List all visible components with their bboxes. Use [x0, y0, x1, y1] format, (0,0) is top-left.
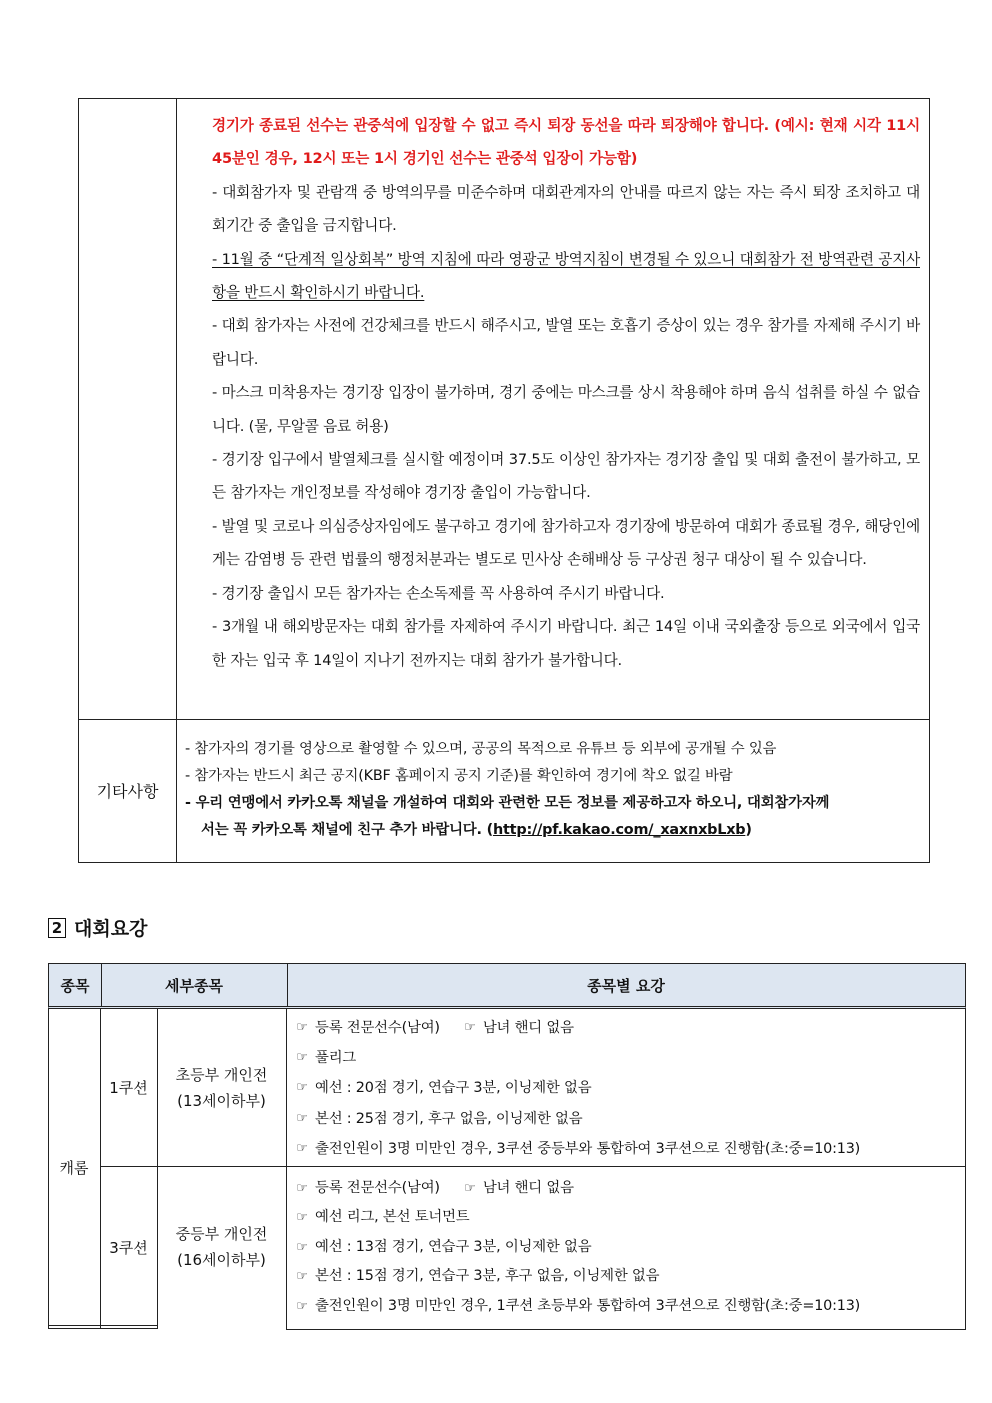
pointing-hand-icon: ☞ — [464, 1181, 476, 1196]
table-border-bottom — [48, 1328, 158, 1329]
etc-item: - 참가자는 반드시 최근 공지(KBF 홈페이지 공지 기준)를 확인하여 경기에 착오 없길 바람 — [185, 768, 733, 784]
table-border-bottom — [286, 1329, 966, 1330]
pointing-hand-icon: ☞ — [296, 1298, 308, 1314]
notice-line: - 11월 중 “단계적 일상회복” 방역 지침에 따라 영광군 방역지침이 변경될 수 있으니 대회참가 전 방역관련 공지사항을 반드시 확인하시기 바랍니다. — [212, 250, 920, 302]
etc-body — [185, 736, 923, 844]
spec-item — [294, 1104, 966, 1134]
division-name: 중등부 개인전 — [175, 1225, 268, 1243]
notice-line: - 마스크 미착용자는 경기장 입장이 불가하며, 경기 중에는 마스크를 상시 착용해야 하며 음식 섭취를 하실 수 없습니다. (물, 무알콜 음료 허용) — [212, 384, 920, 435]
spec-item — [294, 1073, 966, 1103]
events-table — [48, 963, 966, 1330]
division-age: (16세이하부) — [177, 1251, 266, 1269]
spec-item — [294, 1203, 966, 1232]
table-header — [48, 963, 966, 1009]
cushion-type: 1쿠션 — [109, 1079, 148, 1097]
column-divider — [176, 99, 177, 862]
etc-item: - 참가자의 경기를 영상으로 촬영할 수 있으며, 공공의 목적으로 유튜브 등 외부에 공개될 수 있음 — [185, 741, 777, 757]
spec-list — [294, 1174, 966, 1321]
etc-label: 기타사항 — [96, 782, 159, 801]
spec-text: 등록 전문선수(남여) — [315, 1180, 440, 1196]
pointing-hand-icon: ☞ — [464, 1020, 476, 1035]
division-age: (13세이하부) — [177, 1091, 266, 1110]
notice-line: 경기가 종료된 선수는 관중석에 입장할 수 없고 즉시 퇴장 동선을 따라 퇴장해야 합니다. (예시: 현재 시각 11시 45분인 경우, 12시 또는 1시 경기인 선수는 관중석 입장이 가능함) — [212, 117, 920, 168]
row-divider — [79, 719, 929, 720]
spec-text: 등록 전문선수(남여) — [315, 1020, 440, 1036]
division-cell — [157, 1167, 286, 1327]
spec-text: 예선 : 13점 경기, 연습구 3분, 이닝제한 없음 — [315, 1238, 592, 1255]
kakao-channel-link[interactable]: http://pf.kakao.com/_xaxnxbLxb — [492, 822, 746, 838]
division-cell — [157, 1009, 286, 1166]
notice-line: - 경기장 출입시 모든 참가자는 손소독제를 꼭 사용하여 주시기 바랍니다. — [212, 584, 665, 602]
spec-text: 예선 : 20점 경기, 연습구 3분, 이닝제한 없음 — [315, 1080, 592, 1097]
spec-item — [294, 1233, 966, 1262]
spec-item — [294, 1262, 966, 1291]
spec-text: 남녀 핸디 없음 — [482, 1020, 574, 1036]
notice-table — [78, 98, 930, 863]
pointing-hand-icon: ☞ — [296, 1210, 308, 1226]
pointing-hand-icon: ☞ — [296, 1050, 308, 1066]
spec-item — [294, 1013, 966, 1043]
section-number-box: 2 — [48, 918, 66, 938]
etc-item-bold: - 우리 연맹에서 카카오톡 채널을 개설하여 대회와 관련한 모든 정보를 제공하고자 하오니, 대회참가자께 — [185, 795, 830, 811]
spec-text: 본선 : 15점 경기, 연습구 3분, 후구 없음, 이닝제한 없음 — [315, 1268, 660, 1285]
etc-item-close: ) — [745, 822, 752, 838]
pointing-hand-icon: ☞ — [296, 1239, 308, 1255]
section-heading — [48, 914, 147, 941]
pointing-hand-icon: ☞ — [296, 1080, 308, 1096]
notice-line: - 3개월 내 해외방문자는 대회 참가를 자제하여 주시기 바랍니다. 최근 14일 이내 국외출장 등으로 외국에서 입국한 자는 입국 후 14일이 지나기 전까지는 대회 참가가 불가합니다. — [212, 618, 920, 669]
pointing-hand-icon: ☞ — [296, 1140, 308, 1156]
section-title: 대회요강 — [74, 918, 148, 940]
notice-line: - 발열 및 코로나 의심증상자임에도 불구하고 경기에 참가하고자 경기장에 방문하여 대회가 종료될 경우, 해당인에게는 감염병 등 관련 법률의 행정처분과는 별도로 민사상 손해배상 등 구상권 청구 대상이 될 수 있습니다. — [212, 517, 920, 569]
spec-text: 남녀 핸디 없음 — [482, 1180, 574, 1196]
division-name: 초등부 개인전 — [175, 1065, 268, 1084]
spec-item — [294, 1174, 966, 1203]
header-spec: 종목별 요강 — [587, 976, 665, 995]
header-event: 종목 — [60, 976, 90, 995]
event-name: 캐롬 — [59, 1159, 89, 1177]
header-sub-event: 세부종목 — [165, 976, 223, 995]
spec-text: 출전인원이 3명 미만인 경우, 3쿠션 중등부와 통합하여 3쿠션으로 진행함(초:중=10:13) — [315, 1140, 861, 1157]
etc-item-text: 서는 꼭 카카오톡 채널에 친구 추가 바랍니다. ( — [201, 822, 493, 838]
spec-text: 본선 : 25점 경기, 후구 없음, 이닝제한 없음 — [315, 1110, 583, 1127]
spec-item — [294, 1292, 966, 1321]
column-divider — [286, 1009, 287, 1330]
spec-item — [294, 1134, 966, 1164]
cushion-type: 3쿠션 — [109, 1238, 148, 1257]
pointing-hand-icon: ☞ — [296, 1020, 308, 1035]
notice-line: - 대회 참가자는 사전에 건강체크를 반드시 해주시고, 발열 또는 호흡기 증상이 있는 경우 참가를 자제해 주시기 바랍니다. — [212, 317, 920, 368]
pointing-hand-icon: ☞ — [296, 1110, 308, 1126]
notice-line: - 경기장 입구에서 발열체크를 실시할 예정이며 37.5도 이상인 참가자는 경기장 출입 및 대회 출전이 불가하고, 모든 참가자는 개인정보를 작성해야 경기장 출입이 가능합니다. — [212, 451, 920, 502]
notice-line: - 대회참가자 및 관람객 중 방역의무를 미준수하며 대회관계자의 안내를 따르지 않는 자는 즉시 퇴장 조치하고 대회기간 중 출입을 금지합니다. — [212, 183, 920, 235]
pointing-hand-icon: ☞ — [296, 1269, 308, 1285]
spec-text: 풀리그 — [315, 1050, 357, 1067]
covid-notice-body — [212, 109, 920, 677]
spec-text: 예선 리그, 본선 토너먼트 — [315, 1209, 470, 1226]
spec-text: 출전인원이 3명 미만인 경우, 1쿠션 초등부와 통합하여 3쿠션으로 진행함(초:중=10:13) — [315, 1297, 861, 1314]
pointing-hand-icon: ☞ — [296, 1181, 308, 1196]
etc-item-bold-cont — [185, 817, 923, 844]
spec-list — [294, 1013, 966, 1164]
spec-item — [294, 1043, 966, 1073]
